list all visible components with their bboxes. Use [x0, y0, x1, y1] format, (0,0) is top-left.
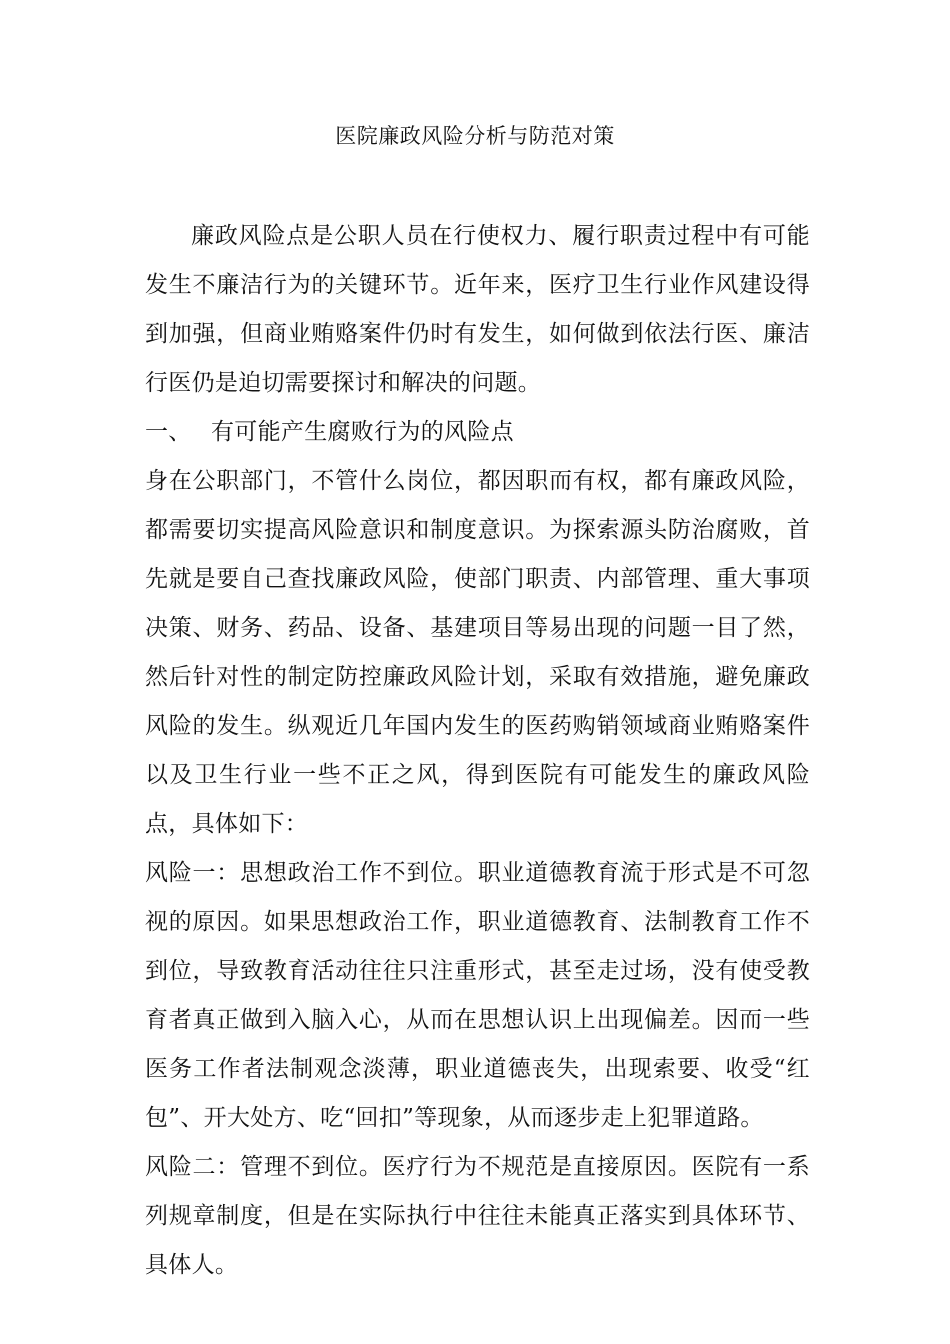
risk-paragraph-1: 风险一：思想政治工作不到位。职业道德教育流于形式是不可忽视的原因。如果思想政治工作，职业道德教育、法制教育工作不到位，导致教育活动往往只注重形式，甚至走过场，没有使受教育者真正做到入脑入心，从而在思想认识上出现偏差。因而一些医务工作者法制观念淡薄，职业道德丧失，出现索要、收受“红包”、开大处方、吃“回扣”等现象，从而逐步走上犯罪道路。 [145, 860, 810, 1131]
section-heading-text: 有可能产生腐败行为的风险点 [211, 419, 514, 445]
section-heading [145, 408, 810, 457]
intro-paragraph: 廉政风险点是公职人员在行使权力、履行职责过程中有可能发生不廉洁行为的关键环节。近年来，医疗卫生行业作风建设得到加强，但商业贿赂案件仍时有发生，如何做到依法行医、廉洁行医仍是迫切需要探讨和解决的问题。 [145, 223, 810, 396]
section-number: 一、 [145, 419, 192, 445]
document-body [145, 212, 810, 1290]
risk-paragraph-2: 风险二：管理不到位。医疗行为不规范是直接原因。医院有一系列规章制度，但是在实际执行中往往未能真正落实到具体环节、具体人。 [145, 1154, 810, 1278]
document-title: 医院廉政风险分析与防范对策 [335, 124, 615, 148]
body-paragraph: 身在公职部门，不管什么岗位，都因职而有权，都有廉政风险，都需要切实提高风险意识和制度意识。为探索源头防治腐败，首先就是要自己查找廉政风险，使部门职责、内部管理、重大事项决策、财务、药品、设备、基建项目等易出现的问题一目了然，然后针对性的制定防控廉政风险计划，采取有效措施，避免廉政风险的发生。纵观近几年国内发生的医药购销领域商业贿赂案件以及卫生行业一些不正之风，得到医院有可能发生的廉政风险点，具体如下： [145, 468, 810, 837]
